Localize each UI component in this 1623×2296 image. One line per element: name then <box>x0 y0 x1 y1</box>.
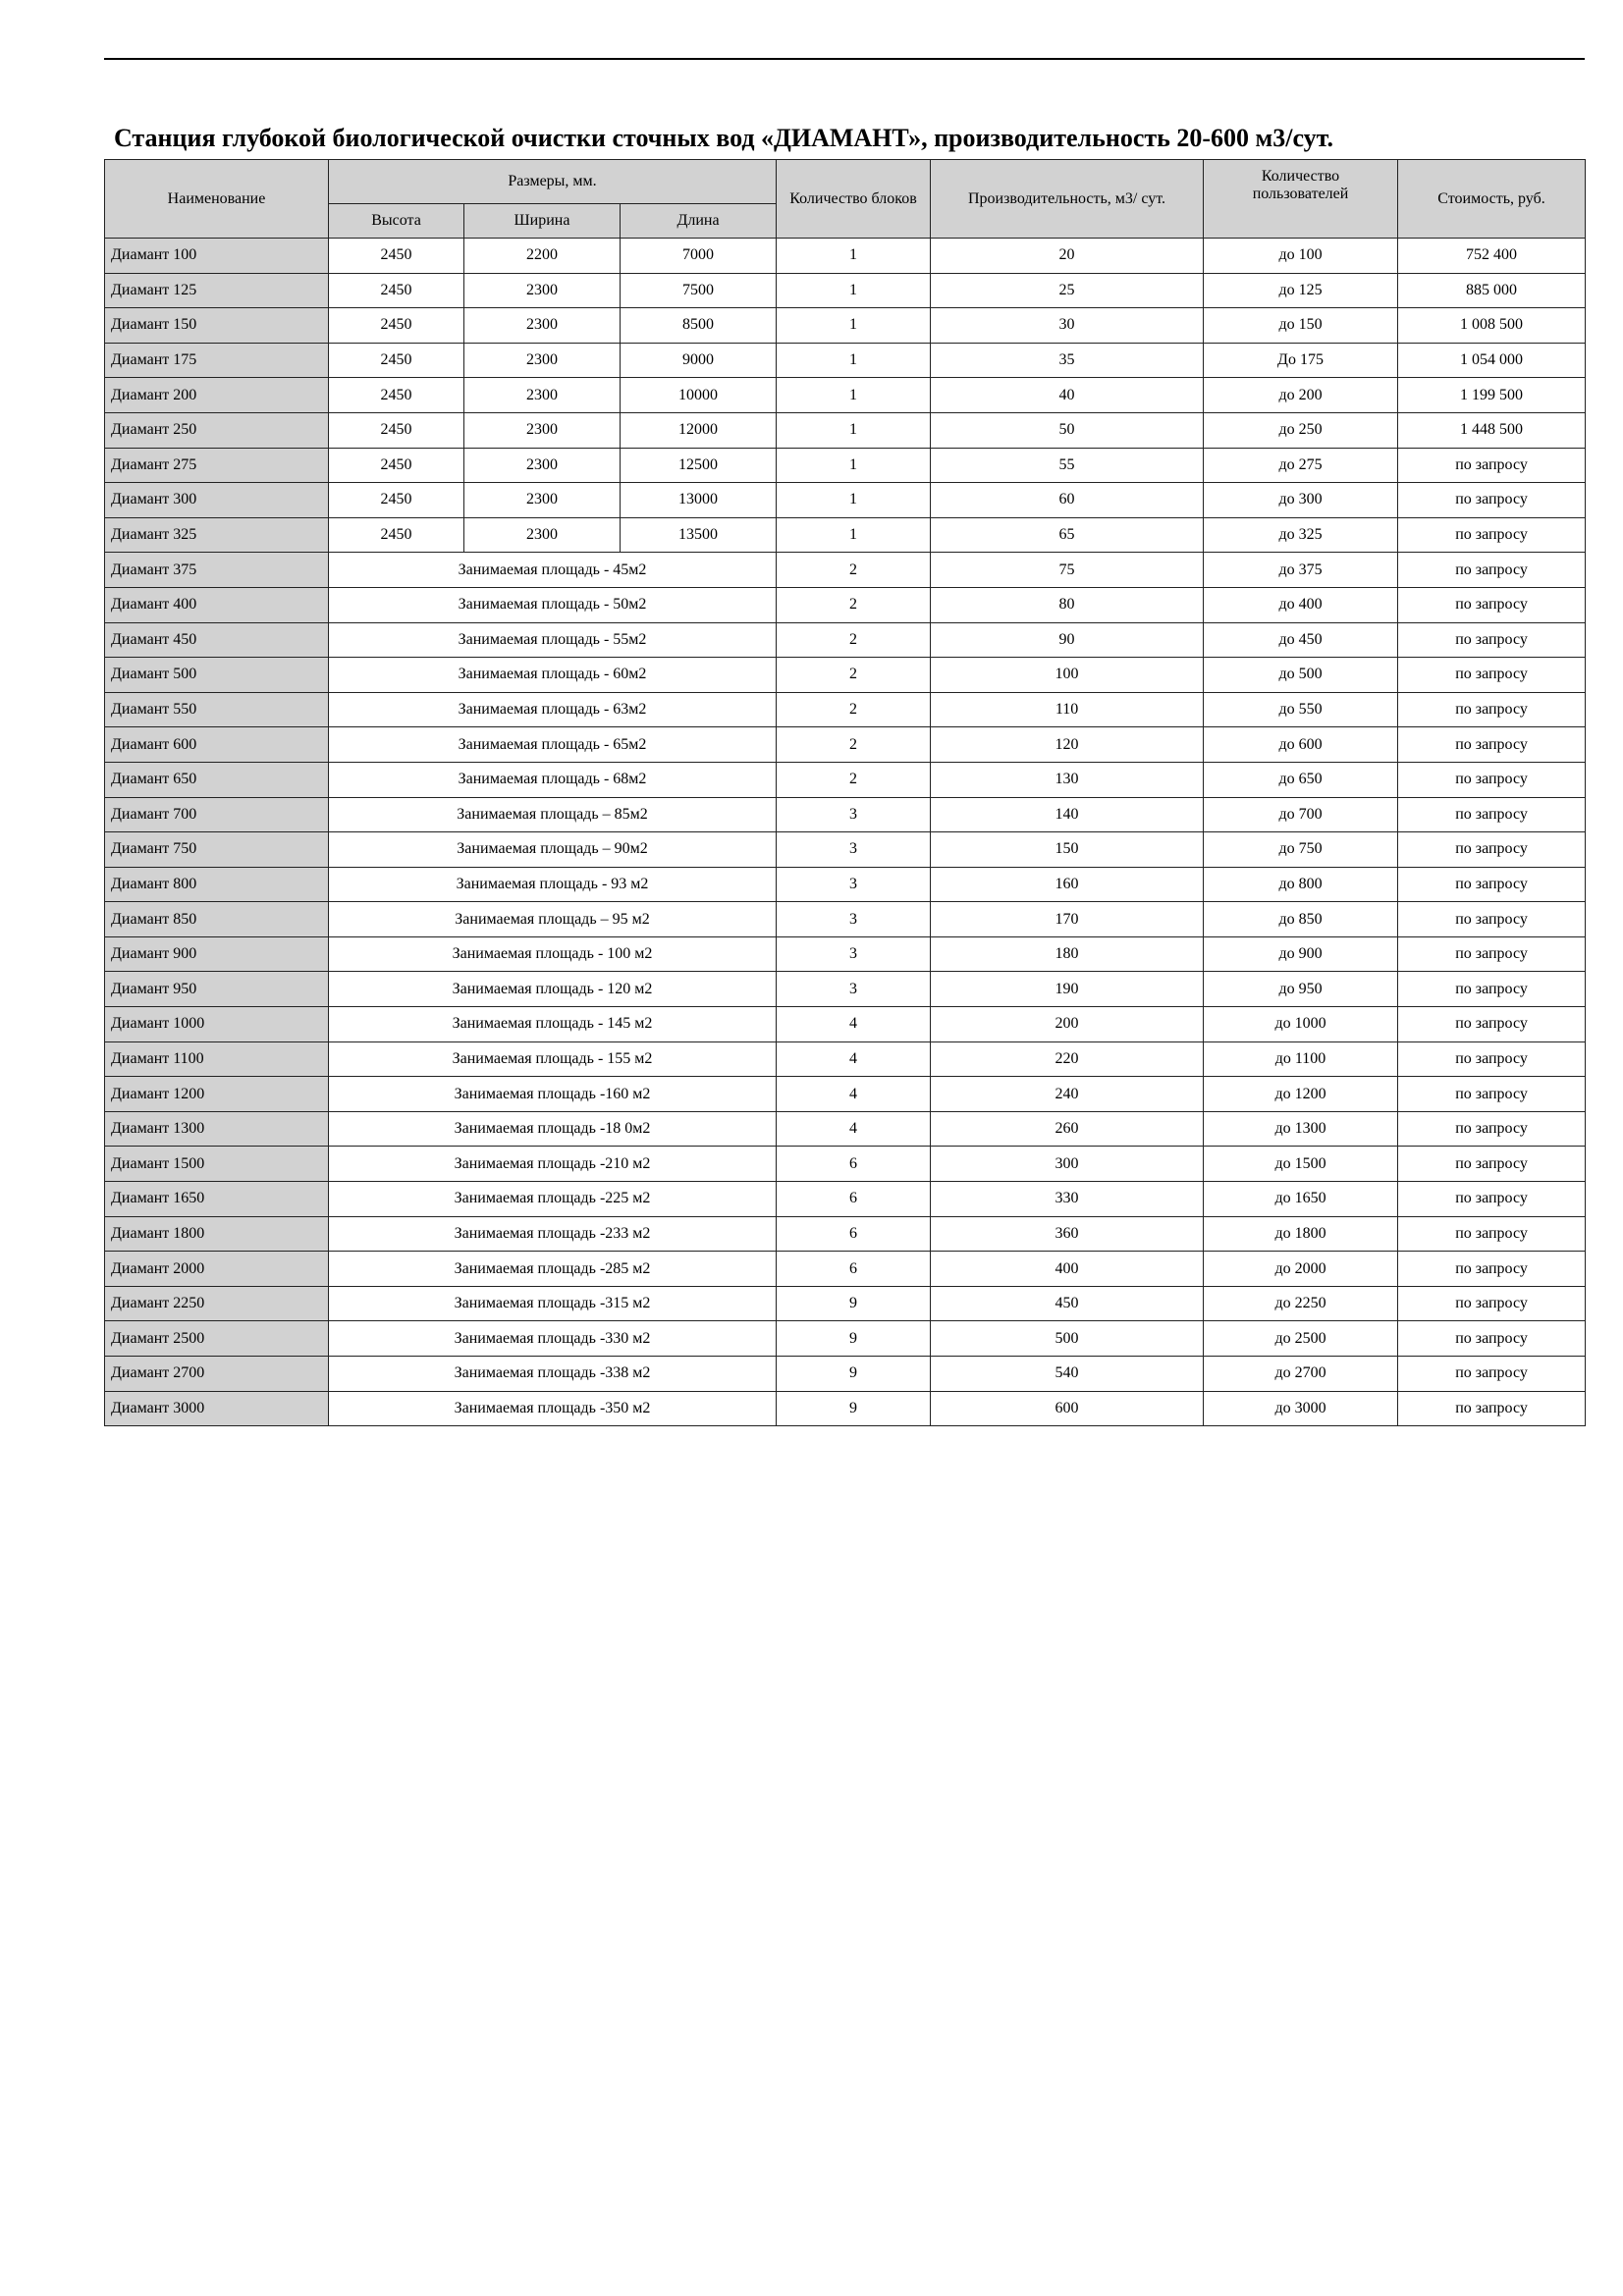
capacity-cell: 40 <box>931 378 1204 413</box>
area-cell: Занимаемая площадь -338 м2 <box>329 1357 777 1392</box>
model-name-cell: Диамант 150 <box>105 308 329 344</box>
table-row <box>105 343 1586 378</box>
area-cell: Занимаемая площадь -160 м2 <box>329 1077 777 1112</box>
blocks-cell: 2 <box>777 587 931 622</box>
area-cell: Занимаемая площадь -315 м2 <box>329 1286 777 1321</box>
users-cell: до 1100 <box>1204 1041 1398 1077</box>
table-row <box>105 658 1586 693</box>
capacity-cell: 130 <box>931 762 1204 797</box>
users-cell: до 1000 <box>1204 1007 1398 1042</box>
users-cell: до 2700 <box>1204 1357 1398 1392</box>
model-name-cell: Диамант 450 <box>105 622 329 658</box>
capacity-cell: 260 <box>931 1111 1204 1147</box>
model-name-cell: Диамант 1300 <box>105 1111 329 1147</box>
model-name-cell: Диамант 550 <box>105 692 329 727</box>
users-cell: до 1500 <box>1204 1147 1398 1182</box>
model-name-cell: Диамант 300 <box>105 483 329 518</box>
model-name-cell: Диамант 325 <box>105 517 329 553</box>
blocks-cell: 1 <box>777 378 931 413</box>
area-cell: Занимаемая площадь - 155 м2 <box>329 1041 777 1077</box>
area-cell: Занимаемая площадь - 63м2 <box>329 692 777 727</box>
area-cell: Занимаемая площадь – 95 м2 <box>329 902 777 937</box>
model-name-cell: Диамант 500 <box>105 658 329 693</box>
area-cell: Занимаемая площадь - 45м2 <box>329 553 777 588</box>
blocks-cell: 1 <box>777 412 931 448</box>
capacity-cell: 360 <box>931 1216 1204 1252</box>
blocks-cell: 4 <box>777 1111 931 1147</box>
capacity-cell: 120 <box>931 727 1204 763</box>
users-cell: до 750 <box>1204 832 1398 868</box>
table-row <box>105 1182 1586 1217</box>
width-cell: 2300 <box>464 308 621 344</box>
users-cell: до 900 <box>1204 936 1398 972</box>
table-row <box>105 972 1586 1007</box>
price-cell: по запросу <box>1398 727 1586 763</box>
table-row <box>105 587 1586 622</box>
capacity-cell: 180 <box>931 936 1204 972</box>
price-table <box>104 159 1586 1426</box>
users-cell: До 175 <box>1204 343 1398 378</box>
blocks-cell: 1 <box>777 273 931 308</box>
price-cell: по запросу <box>1398 1286 1586 1321</box>
area-cell: Занимаемая площадь - 93 м2 <box>329 867 777 902</box>
area-cell: Занимаемая площадь - 55м2 <box>329 622 777 658</box>
height-cell: 2450 <box>329 308 464 344</box>
price-cell: по запросу <box>1398 762 1586 797</box>
area-cell: Занимаемая площадь -18 0м2 <box>329 1111 777 1147</box>
price-cell: по запросу <box>1398 1252 1586 1287</box>
model-name-cell: Диамант 1100 <box>105 1041 329 1077</box>
header-blocks: Количество блоков <box>777 160 931 239</box>
capacity-cell: 600 <box>931 1391 1204 1426</box>
capacity-cell: 220 <box>931 1041 1204 1077</box>
model-name-cell: Диамант 1800 <box>105 1216 329 1252</box>
height-cell: 2450 <box>329 343 464 378</box>
price-cell: по запросу <box>1398 1147 1586 1182</box>
capacity-cell: 25 <box>931 273 1204 308</box>
price-cell: по запросу <box>1398 622 1586 658</box>
width-cell: 2300 <box>464 448 621 483</box>
blocks-cell: 3 <box>777 867 931 902</box>
table-row <box>105 448 1586 483</box>
capacity-cell: 100 <box>931 658 1204 693</box>
price-cell: по запросу <box>1398 797 1586 832</box>
header-name: Наименование <box>105 160 329 239</box>
users-cell: до 100 <box>1204 239 1398 274</box>
width-cell: 2300 <box>464 273 621 308</box>
table-row <box>105 1391 1586 1426</box>
width-cell: 2300 <box>464 483 621 518</box>
table-row <box>105 308 1586 344</box>
area-cell: Занимаемая площадь - 65м2 <box>329 727 777 763</box>
model-name-cell: Диамант 750 <box>105 832 329 868</box>
area-cell: Занимаемая площадь -285 м2 <box>329 1252 777 1287</box>
model-name-cell: Диамант 1200 <box>105 1077 329 1112</box>
blocks-cell: 2 <box>777 658 931 693</box>
blocks-cell: 2 <box>777 692 931 727</box>
table-row <box>105 483 1586 518</box>
capacity-cell: 50 <box>931 412 1204 448</box>
blocks-cell: 9 <box>777 1391 931 1426</box>
users-cell: до 375 <box>1204 553 1398 588</box>
blocks-cell: 2 <box>777 762 931 797</box>
model-name-cell: Диамант 600 <box>105 727 329 763</box>
users-cell: до 325 <box>1204 517 1398 553</box>
blocks-cell: 1 <box>777 239 931 274</box>
area-cell: Занимаемая площадь – 85м2 <box>329 797 777 832</box>
table-row <box>105 239 1586 274</box>
users-cell: до 1800 <box>1204 1216 1398 1252</box>
price-cell: по запросу <box>1398 832 1586 868</box>
price-cell: по запросу <box>1398 448 1586 483</box>
table-row <box>105 1216 1586 1252</box>
blocks-cell: 6 <box>777 1252 931 1287</box>
table-row <box>105 692 1586 727</box>
model-name-cell: Диамант 2500 <box>105 1321 329 1357</box>
users-cell: до 1650 <box>1204 1182 1398 1217</box>
blocks-cell: 9 <box>777 1286 931 1321</box>
price-cell: по запросу <box>1398 587 1586 622</box>
length-cell: 7500 <box>621 273 777 308</box>
blocks-cell: 3 <box>777 902 931 937</box>
table-row <box>105 273 1586 308</box>
model-name-cell: Диамант 275 <box>105 448 329 483</box>
length-cell: 7000 <box>621 239 777 274</box>
capacity-cell: 60 <box>931 483 1204 518</box>
model-name-cell: Диамант 900 <box>105 936 329 972</box>
capacity-cell: 30 <box>931 308 1204 344</box>
table-row <box>105 517 1586 553</box>
height-cell: 2450 <box>329 412 464 448</box>
price-cell: по запросу <box>1398 1391 1586 1426</box>
users-cell: до 2250 <box>1204 1286 1398 1321</box>
height-cell: 2450 <box>329 378 464 413</box>
price-cell: по запросу <box>1398 483 1586 518</box>
price-cell: 1 054 000 <box>1398 343 1586 378</box>
width-cell: 2300 <box>464 343 621 378</box>
capacity-cell: 110 <box>931 692 1204 727</box>
length-cell: 9000 <box>621 343 777 378</box>
header-width: Ширина <box>464 204 621 239</box>
table-row <box>105 727 1586 763</box>
blocks-cell: 1 <box>777 517 931 553</box>
model-name-cell: Диамант 2700 <box>105 1357 329 1392</box>
table-row <box>105 1041 1586 1077</box>
blocks-cell: 9 <box>777 1321 931 1357</box>
header-dimensions: Размеры, мм. <box>329 160 777 204</box>
model-name-cell: Диамант 700 <box>105 797 329 832</box>
area-cell: Занимаемая площадь - 100 м2 <box>329 936 777 972</box>
model-name-cell: Диамант 200 <box>105 378 329 413</box>
width-cell: 2300 <box>464 378 621 413</box>
price-cell: по запросу <box>1398 517 1586 553</box>
price-cell: по запросу <box>1398 1216 1586 1252</box>
table-row <box>105 1111 1586 1147</box>
blocks-cell: 3 <box>777 972 931 1007</box>
blocks-cell: 4 <box>777 1041 931 1077</box>
blocks-cell: 1 <box>777 308 931 344</box>
capacity-cell: 90 <box>931 622 1204 658</box>
length-cell: 12500 <box>621 448 777 483</box>
price-cell: по запросу <box>1398 692 1586 727</box>
model-name-cell: Диамант 375 <box>105 553 329 588</box>
blocks-cell: 1 <box>777 448 931 483</box>
model-name-cell: Диамант 125 <box>105 273 329 308</box>
blocks-cell: 3 <box>777 832 931 868</box>
blocks-cell: 2 <box>777 553 931 588</box>
area-cell: Занимаемая площадь – 90м2 <box>329 832 777 868</box>
table-row <box>105 622 1586 658</box>
price-cell: 752 400 <box>1398 239 1586 274</box>
model-name-cell: Диамант 3000 <box>105 1391 329 1426</box>
price-cell: по запросу <box>1398 867 1586 902</box>
table-row <box>105 1007 1586 1042</box>
table-row <box>105 832 1586 868</box>
users-cell: до 550 <box>1204 692 1398 727</box>
users-cell: до 250 <box>1204 412 1398 448</box>
table-row <box>105 797 1586 832</box>
users-cell: до 600 <box>1204 727 1398 763</box>
table-body <box>105 239 1586 1426</box>
width-cell: 2200 <box>464 239 621 274</box>
price-cell: 1 008 500 <box>1398 308 1586 344</box>
capacity-cell: 35 <box>931 343 1204 378</box>
header-height: Высота <box>329 204 464 239</box>
users-cell: до 3000 <box>1204 1391 1398 1426</box>
length-cell: 8500 <box>621 308 777 344</box>
price-cell: по запросу <box>1398 1321 1586 1357</box>
users-cell: до 1300 <box>1204 1111 1398 1147</box>
price-cell: по запросу <box>1398 553 1586 588</box>
blocks-cell: 3 <box>777 797 931 832</box>
price-cell: 885 000 <box>1398 273 1586 308</box>
blocks-cell: 4 <box>777 1077 931 1112</box>
table-row <box>105 902 1586 937</box>
model-name-cell: Диамант 100 <box>105 239 329 274</box>
header-users-text: Количество пользователей <box>1252 168 1349 202</box>
price-cell: по запросу <box>1398 1007 1586 1042</box>
model-name-cell: Диамант 950 <box>105 972 329 1007</box>
price-cell: по запросу <box>1398 1111 1586 1147</box>
capacity-cell: 450 <box>931 1286 1204 1321</box>
price-cell: по запросу <box>1398 1357 1586 1392</box>
table-row <box>105 1286 1586 1321</box>
header-capacity: Производительность, м3/ сут. <box>931 160 1204 239</box>
area-cell: Занимаемая площадь - 68м2 <box>329 762 777 797</box>
capacity-cell: 65 <box>931 517 1204 553</box>
table-row <box>105 762 1586 797</box>
length-cell: 10000 <box>621 378 777 413</box>
capacity-cell: 330 <box>931 1182 1204 1217</box>
capacity-cell: 170 <box>931 902 1204 937</box>
blocks-cell: 2 <box>777 727 931 763</box>
table-row <box>105 1321 1586 1357</box>
area-cell: Занимаемая площадь - 60м2 <box>329 658 777 693</box>
capacity-cell: 55 <box>931 448 1204 483</box>
capacity-cell: 190 <box>931 972 1204 1007</box>
height-cell: 2450 <box>329 483 464 518</box>
width-cell: 2300 <box>464 517 621 553</box>
area-cell: Занимаемая площадь - 50м2 <box>329 587 777 622</box>
blocks-cell: 3 <box>777 936 931 972</box>
model-name-cell: Диамант 2250 <box>105 1286 329 1321</box>
area-cell: Занимаемая площадь -233 м2 <box>329 1216 777 1252</box>
capacity-cell: 200 <box>931 1007 1204 1042</box>
capacity-cell: 150 <box>931 832 1204 868</box>
model-name-cell: Диамант 2000 <box>105 1252 329 1287</box>
blocks-cell: 2 <box>777 622 931 658</box>
users-cell: до 800 <box>1204 867 1398 902</box>
area-cell: Занимаемая площадь - 120 м2 <box>329 972 777 1007</box>
model-name-cell: Диамант 800 <box>105 867 329 902</box>
header-length: Длина <box>621 204 777 239</box>
price-cell: по запросу <box>1398 972 1586 1007</box>
users-cell: до 200 <box>1204 378 1398 413</box>
table-row <box>105 553 1586 588</box>
table-row <box>105 412 1586 448</box>
model-name-cell: Диамант 1650 <box>105 1182 329 1217</box>
height-cell: 2450 <box>329 448 464 483</box>
users-cell: до 700 <box>1204 797 1398 832</box>
model-name-cell: Диамант 175 <box>105 343 329 378</box>
document-title: Станция глубокой биологической очистки сточных вод «ДИАМАНТ», производительность 20-600 м3/сут. <box>114 124 1333 152</box>
table-row <box>105 936 1586 972</box>
area-cell: Занимаемая площадь - 145 м2 <box>329 1007 777 1042</box>
price-cell: по запросу <box>1398 1182 1586 1217</box>
blocks-cell: 6 <box>777 1216 931 1252</box>
width-cell: 2300 <box>464 412 621 448</box>
header-price: Стоимость, руб. <box>1398 160 1586 239</box>
users-cell: до 400 <box>1204 587 1398 622</box>
users-cell: до 125 <box>1204 273 1398 308</box>
capacity-cell: 540 <box>931 1357 1204 1392</box>
model-name-cell: Диамант 250 <box>105 412 329 448</box>
table-row <box>105 378 1586 413</box>
capacity-cell: 160 <box>931 867 1204 902</box>
blocks-cell: 1 <box>777 343 931 378</box>
price-cell: 1 448 500 <box>1398 412 1586 448</box>
area-cell: Занимаемая площадь -350 м2 <box>329 1391 777 1426</box>
users-cell: до 2500 <box>1204 1321 1398 1357</box>
height-cell: 2450 <box>329 273 464 308</box>
price-cell: 1 199 500 <box>1398 378 1586 413</box>
length-cell: 12000 <box>621 412 777 448</box>
table-row <box>105 1077 1586 1112</box>
model-name-cell: Диамант 850 <box>105 902 329 937</box>
users-cell: до 850 <box>1204 902 1398 937</box>
price-cell: по запросу <box>1398 902 1586 937</box>
table-row <box>105 1252 1586 1287</box>
users-cell: до 1200 <box>1204 1077 1398 1112</box>
users-cell: до 950 <box>1204 972 1398 1007</box>
header-users <box>1204 160 1398 239</box>
users-cell: до 275 <box>1204 448 1398 483</box>
users-cell: до 300 <box>1204 483 1398 518</box>
capacity-cell: 20 <box>931 239 1204 274</box>
capacity-cell: 140 <box>931 797 1204 832</box>
area-cell: Занимаемая площадь -225 м2 <box>329 1182 777 1217</box>
blocks-cell: 6 <box>777 1147 931 1182</box>
users-cell: до 450 <box>1204 622 1398 658</box>
blocks-cell: 4 <box>777 1007 931 1042</box>
model-name-cell: Диамант 1000 <box>105 1007 329 1042</box>
capacity-cell: 400 <box>931 1252 1204 1287</box>
users-cell: до 2000 <box>1204 1252 1398 1287</box>
model-name-cell: Диамант 400 <box>105 587 329 622</box>
capacity-cell: 500 <box>931 1321 1204 1357</box>
top-rule <box>104 58 1585 60</box>
users-cell: до 150 <box>1204 308 1398 344</box>
price-cell: по запросу <box>1398 658 1586 693</box>
price-cell: по запросу <box>1398 1077 1586 1112</box>
users-cell: до 650 <box>1204 762 1398 797</box>
blocks-cell: 9 <box>777 1357 931 1392</box>
model-name-cell: Диамант 650 <box>105 762 329 797</box>
model-name-cell: Диамант 1500 <box>105 1147 329 1182</box>
capacity-cell: 80 <box>931 587 1204 622</box>
capacity-cell: 300 <box>931 1147 1204 1182</box>
table-row <box>105 1147 1586 1182</box>
area-cell: Занимаемая площадь -210 м2 <box>329 1147 777 1182</box>
price-cell: по запросу <box>1398 936 1586 972</box>
height-cell: 2450 <box>329 239 464 274</box>
table-row <box>105 867 1586 902</box>
capacity-cell: 75 <box>931 553 1204 588</box>
blocks-cell: 6 <box>777 1182 931 1217</box>
blocks-cell: 1 <box>777 483 931 518</box>
price-cell: по запросу <box>1398 1041 1586 1077</box>
area-cell: Занимаемая площадь -330 м2 <box>329 1321 777 1357</box>
users-cell: до 500 <box>1204 658 1398 693</box>
table-row <box>105 1357 1586 1392</box>
height-cell: 2450 <box>329 517 464 553</box>
capacity-cell: 240 <box>931 1077 1204 1112</box>
length-cell: 13000 <box>621 483 777 518</box>
length-cell: 13500 <box>621 517 777 553</box>
